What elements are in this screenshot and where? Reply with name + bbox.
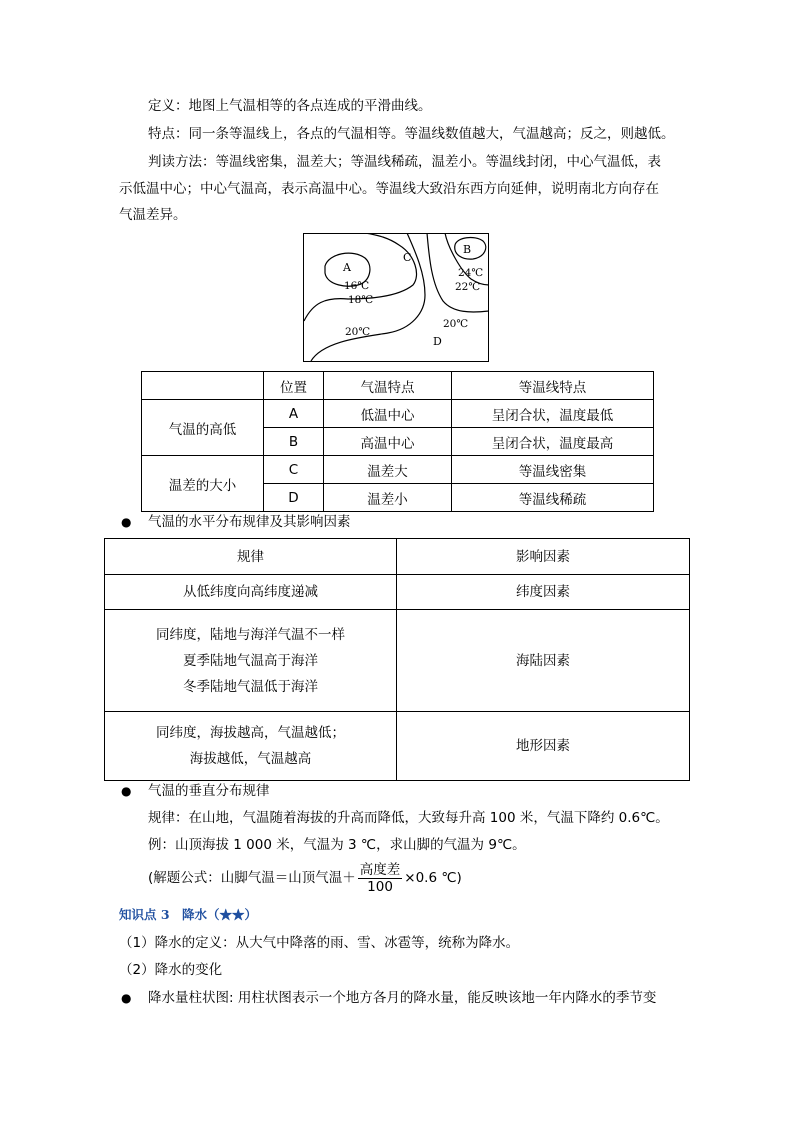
rule-line: 同纬度，海拔越高，气温越低； [156, 725, 345, 741]
bullet-icon: ● [121, 991, 132, 1005]
bullet-icon: ● [121, 515, 132, 529]
table-cell: 等温线密集 [452, 456, 654, 484]
map-label-a: A [343, 261, 351, 274]
table-cell [105, 610, 397, 712]
vertical-heading: 气温的垂直分布规律 [148, 783, 270, 799]
formula-suffix: ×0.6 ℃) [404, 870, 462, 886]
table-header-row [105, 539, 690, 575]
map-iso-label-22: 22℃ [455, 281, 481, 293]
table-header-row [142, 372, 654, 400]
table-header-cell: 影响因素 [397, 539, 690, 575]
isotherm-map-svg [303, 233, 489, 362]
formula-line [148, 860, 462, 896]
formula-fraction [358, 862, 403, 895]
table-row [105, 712, 690, 781]
table-cell: 海陆因素 [397, 610, 690, 712]
horizontal-distribution-table [104, 538, 690, 781]
table-cell: 纬度因素 [397, 575, 690, 610]
formula-prefix: (解题公式：山脚气温＝山顶气温＋ [148, 870, 356, 886]
fraction-numerator: 高度差 [359, 861, 401, 878]
rule-line: 同纬度，陆地与海洋气温不一样 [156, 626, 345, 643]
map-label-c: C [403, 251, 412, 264]
rule-line: 夏季陆地气温高于海洋 [183, 652, 318, 669]
table-cell: 高温中心 [324, 428, 452, 456]
table-cell: 呈闭合状，温度最低 [452, 400, 654, 428]
isotherm-map [303, 233, 489, 362]
group-cell-temp-range: 温差的大小 [142, 456, 264, 512]
horizontal-heading: 气温的水平分布规律及其影响因素 [148, 514, 351, 530]
map-iso-label-16: 16℃ [344, 280, 370, 292]
rule-line: 冬季陆地气温低于海洋 [183, 678, 318, 695]
table-cell: D [264, 484, 324, 512]
table-row [105, 610, 690, 712]
table-header-cell: 气温特点 [324, 372, 452, 400]
precipitation-definition: （1）降水的定义：从大气中降落的雨、雪、冰雹等，统称为降水。 [119, 935, 520, 951]
table-cell: 等温线稀疏 [452, 484, 654, 512]
isotherm-feature-table [141, 371, 654, 512]
map-frame [304, 234, 489, 362]
bar-chart-description: 降水量柱状图: 用柱状图表示一个地方各月的降水量，能反映该地一年内降水的季节变 [148, 990, 657, 1006]
map-label-b: B [463, 243, 472, 256]
table-cell [105, 712, 397, 781]
definition-text: 定义：地图上气温相等的各点连成的平滑曲线。 [148, 98, 432, 114]
table-cell: 地形因素 [397, 712, 690, 781]
table-cell: B [264, 428, 324, 456]
table-cell: 低温中心 [324, 400, 452, 428]
features-text: 特点：同一条等温线上，各点的气温相等。等温线数值越大，气温越高；反之，则越低。 [148, 126, 675, 142]
table-row [142, 456, 654, 484]
rule-line: 海拔越低，气温越高 [189, 751, 312, 767]
table-row [142, 400, 654, 428]
group-cell-temp-level: 气温的高低 [142, 400, 264, 456]
reading-method-text-3: 气温差异。 [119, 207, 187, 223]
vertical-rule-text: 规律：在山地，气温随着海拔的升高而降低，大致每升高 100 米，气温下降约 0.6℃。 [148, 810, 669, 826]
map-iso-label-20-left: 20℃ [345, 326, 371, 338]
table-cell: C [264, 456, 324, 484]
table-cell: 温差大 [324, 456, 452, 484]
map-iso-label-18: 18℃ [348, 294, 374, 306]
table-cell: A [264, 400, 324, 428]
reading-method-text-2: 示低温中心；中心气温高，表示高温中心。等温线大致沿东西方向延伸，说明南北方向存在 [119, 181, 659, 197]
precipitation-change-heading: （2）降水的变化 [119, 962, 223, 978]
table-header-cell: 位置 [264, 372, 324, 400]
table-header-cell: 规律 [105, 539, 397, 575]
map-iso-label-24: 24℃ [458, 267, 484, 279]
knowledge-point-3-title: 知识点 3 降水（★★） [119, 907, 258, 922]
bullet-icon: ● [121, 784, 132, 798]
fraction-denominator: 100 [367, 878, 393, 895]
table-row [105, 575, 690, 610]
reading-method-text-1: 判读方法：等温线密集，温差大；等温线稀疏，温差小。等温线封闭，中心气温低，表 [148, 154, 661, 170]
table-cell: 从低纬度向高纬度递减 [105, 575, 397, 610]
table-header-cell: 等温线特点 [452, 372, 654, 400]
map-label-d: D [433, 335, 442, 348]
table-cell: 呈闭合状，温度最高 [452, 428, 654, 456]
table-header-cell [142, 372, 264, 400]
table-cell: 温差小 [324, 484, 452, 512]
vertical-example-text: 例：山顶海拔 1 000 米，气温为 3 ℃，求山脚的气温为 9℃。 [148, 837, 526, 853]
map-iso-label-20-right: 20℃ [443, 318, 469, 330]
